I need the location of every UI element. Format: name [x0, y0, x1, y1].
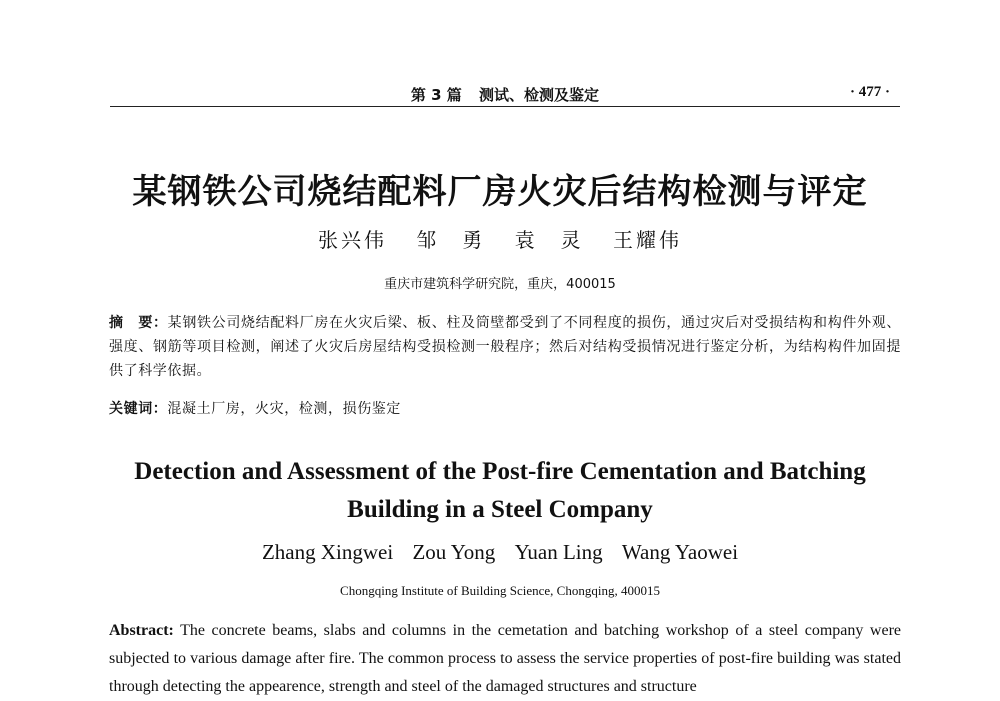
author-zh: 王耀伟 [613, 228, 683, 252]
keywords-zh-text: 混凝土厂房，火灾，检测，损伤鉴定 [167, 401, 402, 417]
abstract-zh-text: 某钢铁公司烧结配料厂房在火灾后梁、板、柱及筒壁都受到了不同程度的损伤，通过灾后对受损结构和构件外观、强度、钢筋等项目检测，阐述了火灾后房屋结构受损检测一般程序；然后对结构受损情况进行鉴定分析，为结构构件加固提供了科学依据。 [109, 315, 901, 379]
keywords-zh-label: 关键词： [109, 401, 168, 417]
authors-chinese [0, 224, 1000, 253]
title-english: Detection and Assessment of the Post-fire Cementation and Batching Building in a Steel Company [134, 458, 866, 523]
keywords-chinese [109, 397, 901, 421]
abstract-en-label: Abstract: [109, 622, 174, 639]
affiliation-english: Chongqing Institute of Building Science, Chongqing, 400015 [340, 583, 660, 598]
author-en: Wang Yaowei [621, 540, 739, 564]
header-section-title [110, 84, 900, 105]
author-zh: 邹 勇 [416, 228, 486, 252]
affiliation-chinese: 重庆市建筑科学研究院，重庆，400015 [384, 277, 616, 292]
title-chinese: 某钢铁公司烧结配料厂房火灾后结构检测与评定 [132, 172, 868, 212]
page-number: · 477 · [849, 84, 890, 100]
author-en: Zou Yong [412, 540, 496, 564]
author-zh: 袁 灵 [514, 228, 584, 252]
abstract-chinese [109, 311, 901, 383]
running-header [110, 84, 900, 107]
author-zh: 张兴伟 [317, 228, 387, 252]
abstract-zh-label: 摘 要： [109, 315, 168, 331]
author-en: Zhang Xingwei [261, 540, 394, 564]
header-part: 第 3 篇 [410, 86, 462, 104]
abstract-en-text: The concrete beams, slabs and columns in the cemetation and batching workshop of a steel company were subjected to various damage after fire. The common process to assess the service properties of post-fire building was stated through detecting the appearence, strength and steel of the damaged structures and structure [109, 622, 901, 695]
authors-english [0, 540, 1000, 565]
abstract-english [109, 617, 901, 701]
author-en: Yuan Ling [514, 540, 603, 564]
header-section: 测试、检测及鉴定 [479, 86, 600, 104]
